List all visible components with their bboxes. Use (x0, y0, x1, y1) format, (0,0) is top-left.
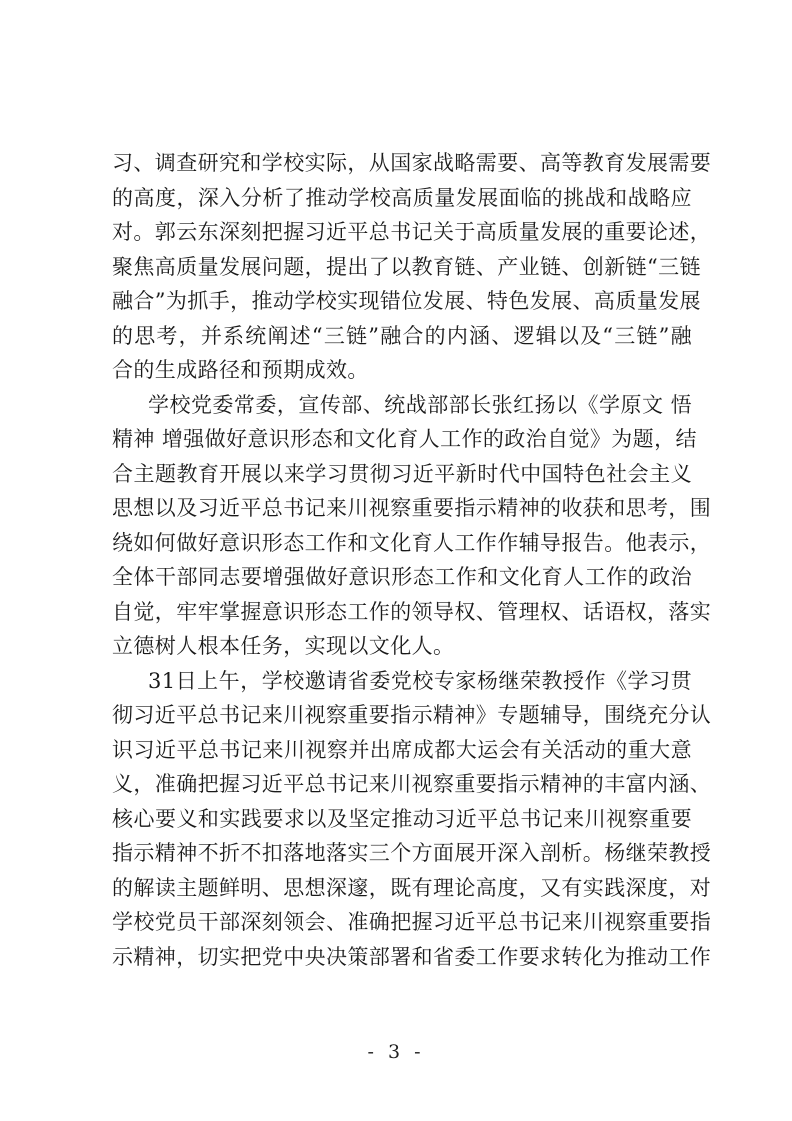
paragraph-line: 习、调查研究和学校实际，从国家战略需要、高等教育发展需要 (112, 151, 712, 175)
paragraph-line: 绕如何做好意识形态工作和文化育人工作作辅导报告。他表示， (112, 530, 712, 555)
paragraph-3 (112, 664, 712, 975)
paragraph-line: 彻习近平总书记来川视察重要指示精神》专题辅导，围绕充分认 (112, 703, 712, 727)
paragraph-line: 核心要义和实践要求以及坚定推动习近平总书记来川视察重要 (112, 806, 692, 831)
paragraph-line: 自觉，牢牢掌握意识形态工作的领导权、管理权、话语权，落实 (112, 599, 712, 624)
paragraph-line: 学校党员干部深刻领会、准确把握习近平总书记来川视察重要指 (112, 910, 712, 934)
paragraph-line: 立德树人根本任务，实现以文化人。 (112, 634, 455, 658)
paragraph-line: 聚焦高质量发展问题，提出了以教育链、产业链、创新链“三链 (112, 254, 701, 279)
paragraph-line: 示精神，切实把党中央决策部署和省委工作要求转化为推动工作 (112, 944, 712, 969)
paragraph-2 (112, 388, 712, 664)
paragraph-line: 31日上午，学校邀请省委党校专家杨继荣教授作《学习贯 (148, 668, 692, 693)
paragraph-line: 合主题教育开展以来学习贯彻习近平新时代中国特色社会主义 (112, 461, 692, 486)
paragraph-line: 的思考，并系统阐述“三链”融合的内涵、逻辑以及“三链”融 (112, 323, 692, 348)
paragraph-1 (112, 146, 712, 388)
page-number: - 3 - (367, 1041, 425, 1063)
paragraph-line: 融合”为抓手，推动学校实现错位发展、特色发展、高质量发展 (112, 289, 701, 313)
paragraph-line: 的高度，深入分析了推动学校高质量发展面临的挑战和战略应 (112, 185, 692, 210)
paragraph-line: 合的生成路径和预期成效。 (112, 358, 369, 382)
paragraph-line: 的解读主题鲜明、思想深邃，既有理论高度，又有实践深度，对 (112, 875, 712, 900)
paragraph-line: 识习近平总书记来川视察并出席成都大运会有关活动的重大意 (112, 737, 692, 762)
body-text (112, 146, 712, 974)
paragraph-line: 精神 增强做好意识形态和文化育人工作的政治自觉》为题，结 (112, 427, 697, 451)
paragraph-line: 指示精神不折不扣落地落实三个方面展开深入剖析。杨继荣教授 (112, 841, 712, 865)
paragraph-line: 义，准确把握习近平总书记来川视察重要指示精神的丰富内涵、 (112, 772, 712, 796)
paragraph-line: 学校党委常委，宣传部、统战部部长张红扬以《学原文 悟 (148, 392, 692, 417)
paragraph-line: 全体干部同志要增强做好意识形态工作和文化育人工作的政治 (112, 565, 692, 589)
paragraph-line: 思想以及习近平总书记来川视察重要指示精神的收获和思考，围 (112, 496, 712, 520)
paragraph-line: 对。郭云东深刻把握习近平总书记关于高质量发展的重要论述， (112, 220, 712, 244)
